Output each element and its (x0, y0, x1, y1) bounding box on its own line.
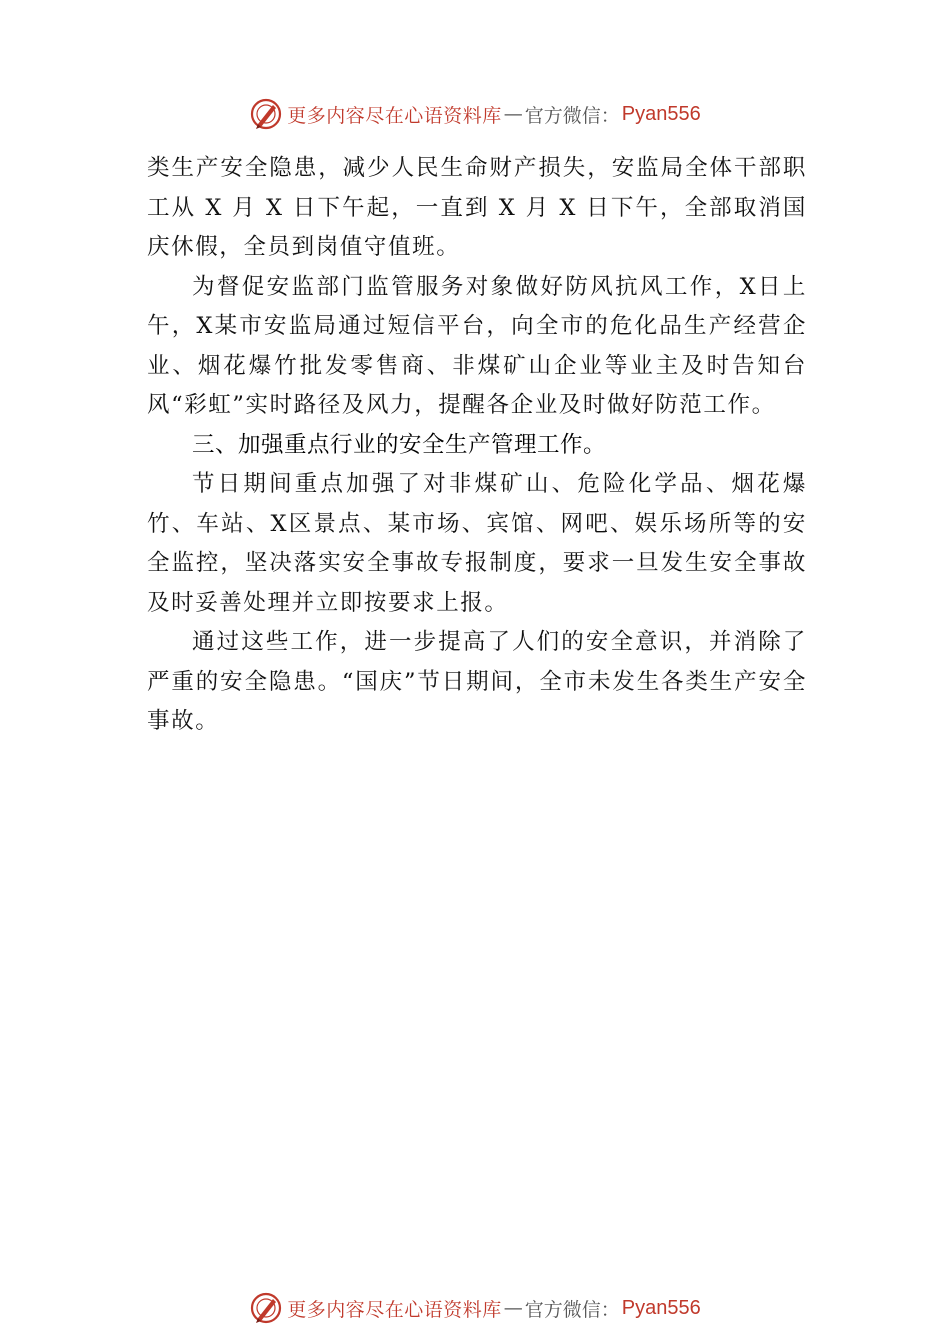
banner-text: 更多内容尽在心语资料库 (287, 104, 502, 127)
header-banner (0, 94, 950, 134)
section-heading-3: 三、加强重点行业的安全生产管理工作。 (192, 431, 607, 458)
paragraph-3: 节日期间重点加强了对非煤矿山、危险化学品、烟花爆竹、车站、X区景点、某市场、宾馆、网吧、娱乐场所等的安全监控，坚决落实安全事故专报制度，要求一旦发生安全事故及时妥善处理并立即按要求上报。 (147, 471, 807, 616)
document-body (147, 149, 807, 742)
banner-separator: — (503, 1297, 523, 1319)
banner-official-label: 官方微信： (524, 104, 620, 127)
banner-wechat-id: Pyan556 (621, 1296, 701, 1319)
paragraph-4: 通过这些工作，进一步提高了人们的安全意识，并消除了严重的安全隐患。“国庆”节日期间，全市未发生各类生产安全事故。 (147, 629, 807, 734)
banner-separator: — (503, 103, 523, 125)
footer-banner (0, 1288, 950, 1328)
paragraph-1: 类生产安全隐患，减少人民生命财产损失，安监局全体干部职工从 X 月 X 日下午起，一直到 X 月 X 日下午，全部取消国庆休假，全员到岗值守值班。 (147, 155, 807, 260)
paragraph-2: 为督促安监部门监管服务对象做好防风抗风工作，X日上午，X某市安监局通过短信平台，向全市的危化品生产经营企业、烟花爆竹批发零售商、非煤矿山企业等业主及时告知台风“彩虹”实时路径及风力，提醒各企业及时做好防范工作。 (147, 273, 807, 418)
banner-text: 更多内容尽在心语资料库 (287, 1298, 502, 1321)
banner-official-label: 官方微信： (524, 1298, 620, 1321)
pen-logo-icon (249, 1291, 283, 1325)
pen-logo-icon (249, 97, 283, 131)
banner-wechat-id: Pyan556 (621, 102, 701, 125)
